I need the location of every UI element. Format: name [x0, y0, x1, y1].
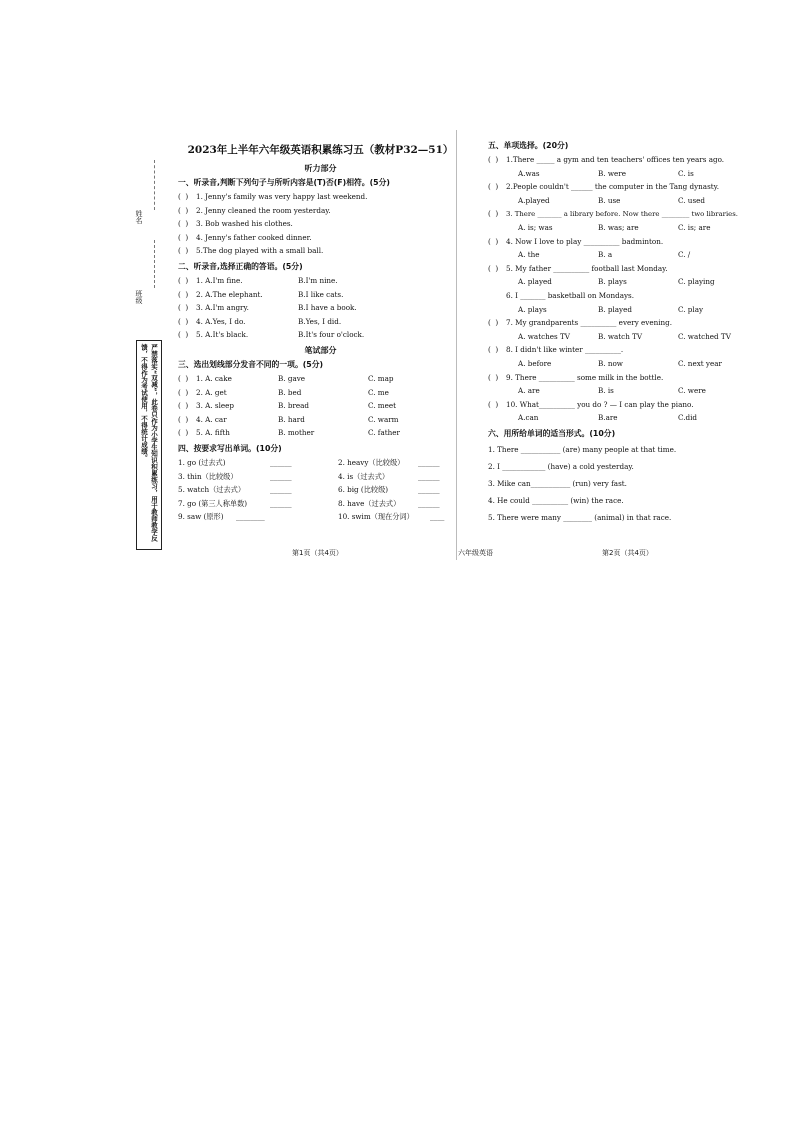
- class-line: [154, 240, 155, 288]
- part2-title: 二、听录音,选择正确的答语。(5分): [178, 261, 303, 271]
- list-item[interactable]: ( ) 3. A.I'm angry. B.I have a book.: [178, 303, 357, 313]
- options: A.can B.are C.did: [518, 413, 698, 423]
- writing-heading: 笔试部分: [304, 345, 337, 355]
- part3-list: [178, 372, 463, 440]
- right-column: [488, 130, 778, 526]
- question[interactable]: ( ) 1.There _____ a gym and ten teachers' offices ten years ago.: [488, 155, 725, 164]
- part3-title: 三、选出划线部分发音不同的一项。(5分): [178, 359, 324, 369]
- options: A. are B. is C. were: [518, 386, 706, 396]
- list-item[interactable]: 5. watch（过去式） ______ 6. big (比较级) ______: [178, 485, 440, 495]
- list-item[interactable]: 1. There ___________ (are) many people at that time.: [488, 444, 677, 454]
- part1-title: 一、听录音,判断下列句子与所听内容是(T)否(F)相符。(5分): [178, 178, 390, 187]
- list-item[interactable]: 7. go (第三人称单数) ______ 8. have（过去式） ______: [178, 498, 440, 508]
- list-item[interactable]: ( ) 3. A. sleep B. bread C. meet: [178, 401, 397, 411]
- part6-title: 六、用所给单词的适当形式。(10分): [488, 428, 616, 438]
- options: A. the B. a C. /: [518, 250, 691, 260]
- footer-page-right: 第2页（共4页）: [602, 549, 653, 557]
- footer-page-left: 第1页（共4页）: [292, 549, 343, 557]
- part5-list: [488, 153, 778, 425]
- name-line: [154, 160, 155, 210]
- options: A. played B. plays C. playing: [518, 277, 715, 287]
- part1-list: [178, 190, 463, 258]
- list-item[interactable]: ( ) 5.The dog played with a small ball.: [178, 246, 324, 256]
- question[interactable]: ( ) 10. What__________ you do ? — I can play the piano.: [488, 399, 694, 409]
- list-item[interactable]: ( ) 4. Jenny's father cooked dinner.: [178, 232, 312, 242]
- part2-list: [178, 274, 463, 342]
- name-label: 姓名: [135, 210, 143, 224]
- list-item[interactable]: 9. saw (原形) ________ 10. swim（现在分词） ____: [178, 512, 445, 522]
- question[interactable]: ( ) 3. There _______ a library before. Now there ________ two libraries.: [488, 209, 738, 219]
- part4-title: 四、按要求写出单词。(10分): [178, 443, 282, 453]
- list-item[interactable]: ( ) 4. A. car B. hard C. warm: [178, 414, 399, 424]
- options: A. plays B. played C. play: [518, 304, 704, 314]
- list-item[interactable]: 1. go (过去式) ______ 2. heavy（比较级） ______: [178, 457, 440, 467]
- part4-list: [178, 456, 463, 524]
- question[interactable]: ( ) 7. My grandparents __________ every evening.: [488, 318, 673, 328]
- options: A. is; was B. was; are C. is; are: [518, 222, 711, 232]
- listening-heading: 听力部分: [304, 164, 337, 173]
- options: A.was B. were C. is: [518, 168, 694, 178]
- list-item[interactable]: 4. He could __________ (win) the race.: [488, 495, 624, 505]
- list-item[interactable]: 5. There were many ________ (animal) in that race.: [488, 512, 672, 522]
- class-label: 班级: [135, 290, 143, 304]
- options: A. watches TV B. watch TV C. watched TV: [518, 331, 731, 341]
- list-item[interactable]: 3. Mike can___________ (run) very fast.: [488, 478, 627, 488]
- options: A. before B. now C. next year: [518, 358, 722, 368]
- footer-subject: 六年级英语: [458, 549, 493, 557]
- list-item[interactable]: ( ) 2. A. get B. bed C. me: [178, 387, 389, 397]
- list-item[interactable]: ( ) 4. A.Yes, I do. B.Yes, I did.: [178, 316, 342, 326]
- list-item[interactable]: 3. thin（比较级） ______ 4. is（过去式） ______: [178, 471, 440, 481]
- list-item[interactable]: 2. I ____________ (have) a cold yesterday.: [488, 461, 634, 471]
- question[interactable]: ( ) 9. There __________ some milk in the bottle.: [488, 372, 664, 382]
- list-item[interactable]: ( ) 1. A.I'm fine. B.I'm nine.: [178, 275, 338, 285]
- question[interactable]: ( ) 2.People couldn't ______ the computer in the Tang dynasty.: [488, 182, 720, 192]
- question[interactable]: ( ) 5. My father __________ football last Monday.: [488, 263, 668, 273]
- list-item[interactable]: ( ) 3. Bob washed his clothes.: [178, 219, 293, 229]
- question[interactable]: 6. I _______ basketball on Mondays.: [506, 290, 635, 300]
- part6-list: [488, 441, 778, 526]
- part5-title: 五、单项选择。(20分): [488, 141, 569, 150]
- question[interactable]: ( ) 4. Now I love to play __________ badminton.: [488, 236, 664, 246]
- list-item[interactable]: ( ) 2. A.The elephant. B.I like cats.: [178, 289, 344, 299]
- list-item[interactable]: ( ) 1. A. cake B. gave C. map: [178, 373, 394, 383]
- options: A.played B. use C. used: [518, 195, 705, 205]
- list-item[interactable]: ( ) 5. A.It's black. B.It's four o'clock.: [178, 330, 365, 340]
- list-item[interactable]: ( ) 2. Jenny cleaned the room yesterday.: [178, 205, 331, 215]
- question[interactable]: ( ) 8. I didn't like winter __________.: [488, 345, 624, 355]
- exam-sheet: [120, 130, 780, 570]
- list-item[interactable]: ( ) 5. A. fifth B. mother C. father: [178, 428, 400, 438]
- left-column: [178, 130, 463, 524]
- binding-margin: [130, 140, 170, 560]
- notice-box: 严禁落实“双减”，此卷只作为小学生知识积累练习，用于教师教学反馈，不得作为考试使用，不得统计成绩。: [136, 340, 162, 550]
- page-title: 2023年上半年六年级英语积累练习五（教材P32—51）: [187, 144, 454, 156]
- list-item[interactable]: ( ) 1. Jenny's family was very happy last weekend.: [178, 192, 368, 201]
